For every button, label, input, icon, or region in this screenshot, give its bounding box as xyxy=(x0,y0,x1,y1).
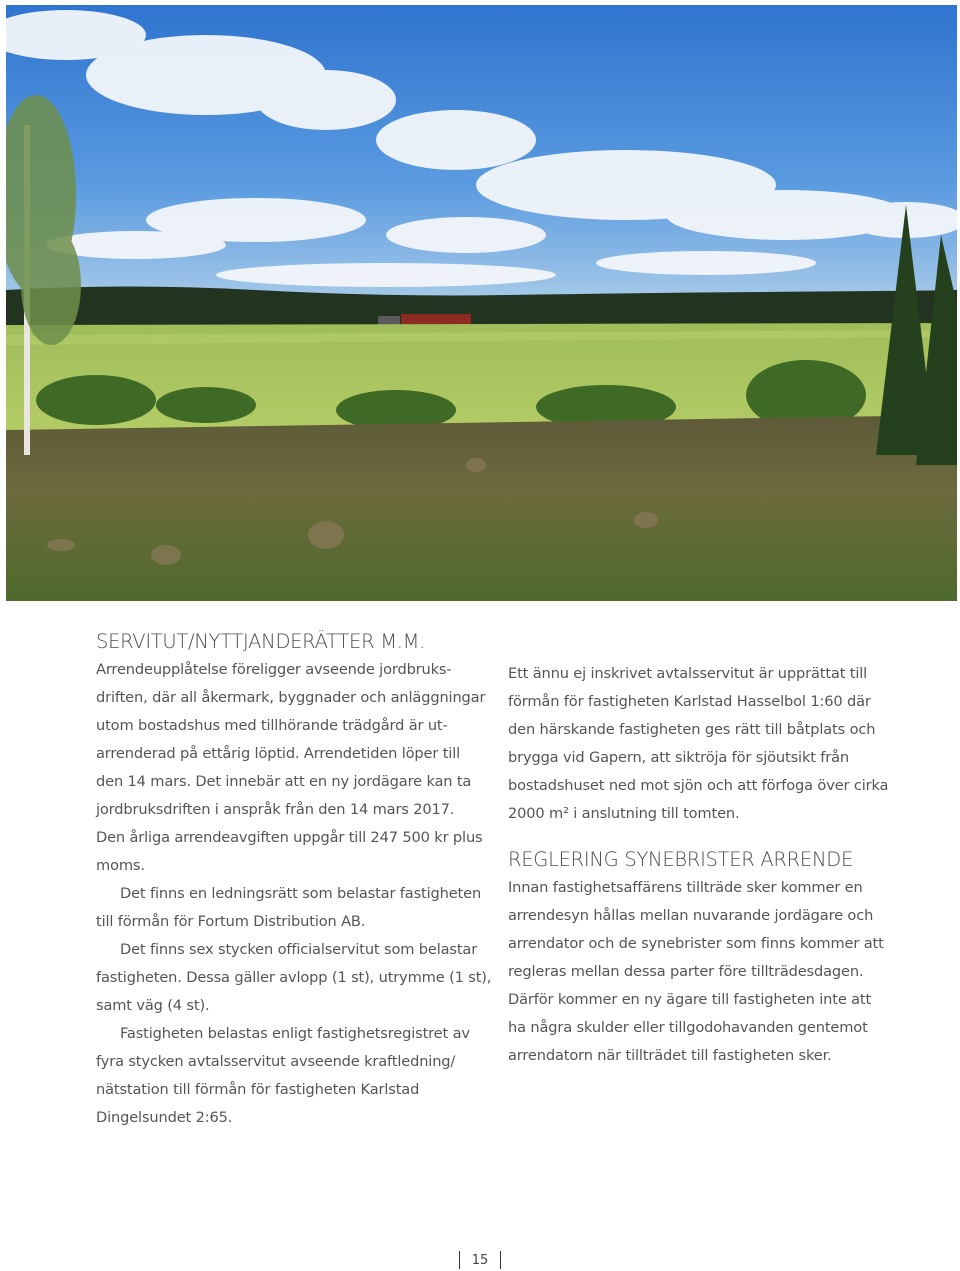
text-line: utom bostadshus med tillhörande trädgård är ut- xyxy=(96,717,448,734)
text-line: Dingelsundet 2:65. xyxy=(96,1109,233,1126)
text-line: arrenderad på ettårig löptid. Arrendetiden löper till xyxy=(96,745,460,762)
text-line: regleras mellan dessa parter före tillträdesdagen. xyxy=(508,963,864,980)
text-line: nätstation till förmån för fastigheten Karlstad xyxy=(96,1081,420,1098)
text-line: Därför kommer en ny ägare till fastigheten inte att xyxy=(508,991,872,1008)
text-line: den 14 mars. Det innebär att en ny jordägare kan ta xyxy=(96,773,472,790)
text-line: Innan fastighetsaffärens tillträde sker kommer en xyxy=(508,879,863,896)
section-heading-servitut: SERVITUT/NYTTJANDERÄTTER M.M. xyxy=(96,630,426,653)
paragraph-arrendesyn xyxy=(508,874,908,1070)
landscape-photo xyxy=(6,5,957,601)
paragraph-officialservitut xyxy=(96,936,496,1020)
text-line: till förmån för Fortum Distribution AB. xyxy=(96,913,366,930)
text-line: jordbruksdriften i anspråk från den 14 mars 2017. xyxy=(96,801,455,818)
paragraph-ledningsratt xyxy=(96,880,496,936)
paragraph-uninscribed-servitut xyxy=(508,660,908,828)
paragraph-arrende xyxy=(96,656,496,880)
right-column xyxy=(508,660,908,1070)
text-line: arrendatorn när tillträdet till fastigheten sker. xyxy=(508,1047,832,1064)
text-line: fastigheten. Dessa gäller avlopp (1 st), utrymme (1 st), xyxy=(96,969,492,986)
divider xyxy=(459,1251,460,1269)
text-line: fyra stycken avtalsservitut avseende kraftledning/ xyxy=(96,1053,456,1070)
text-line: 2000 m² i anslutning till tomten. xyxy=(508,805,740,822)
text-line: ha några skulder eller tillgodohavanden gentemot xyxy=(508,1019,868,1036)
text-line: arrendator och de synebrister som finns kommer att xyxy=(508,935,884,952)
clearcut-ground xyxy=(6,415,957,601)
divider xyxy=(500,1251,501,1269)
paragraph-avtalsservitut xyxy=(96,1020,496,1132)
text-line: Det finns sex stycken officialservitut som belastar xyxy=(120,941,478,958)
text-line: Den årliga arrendeavgiften uppgår till 247 500 kr plus xyxy=(96,829,483,846)
text-line: samt väg (4 st). xyxy=(96,997,210,1014)
section-heading-reglering: REGLERING SYNEBRISTER ARRENDE xyxy=(508,848,853,871)
text-line: den härskande fastigheten ges rätt till båtplats och xyxy=(508,721,876,738)
page-footer xyxy=(0,1249,960,1271)
text-line: förmån för fastigheten Karlstad Hasselbol 1:60 där xyxy=(508,693,871,710)
landscape-illustration xyxy=(6,5,957,601)
text-line: Ett ännu ej inskrivet avtalsservitut är upprättat till xyxy=(508,665,868,682)
text-line: brygga vid Gapern, att siktröja för sjöutsikt från xyxy=(508,749,850,766)
left-column xyxy=(96,628,496,1132)
text-line: moms. xyxy=(96,857,145,874)
text-line: Arrendeupplåtelse föreligger avseende jordbruks- xyxy=(96,661,452,678)
text-line: Det finns en ledningsrätt som belastar fastigheten xyxy=(120,885,482,902)
text-line: driften, där all åkermark, byggnader och anläggningar xyxy=(96,689,486,706)
page-number: 15 xyxy=(471,1253,489,1268)
text-line: bostadshuset ned mot sjön och att förfoga över cirka xyxy=(508,777,889,794)
text-line: arrendesyn hållas mellan nuvarande jordägare och xyxy=(508,907,874,924)
text-line: Fastigheten belastas enligt fastighetsregistret av xyxy=(120,1025,470,1042)
